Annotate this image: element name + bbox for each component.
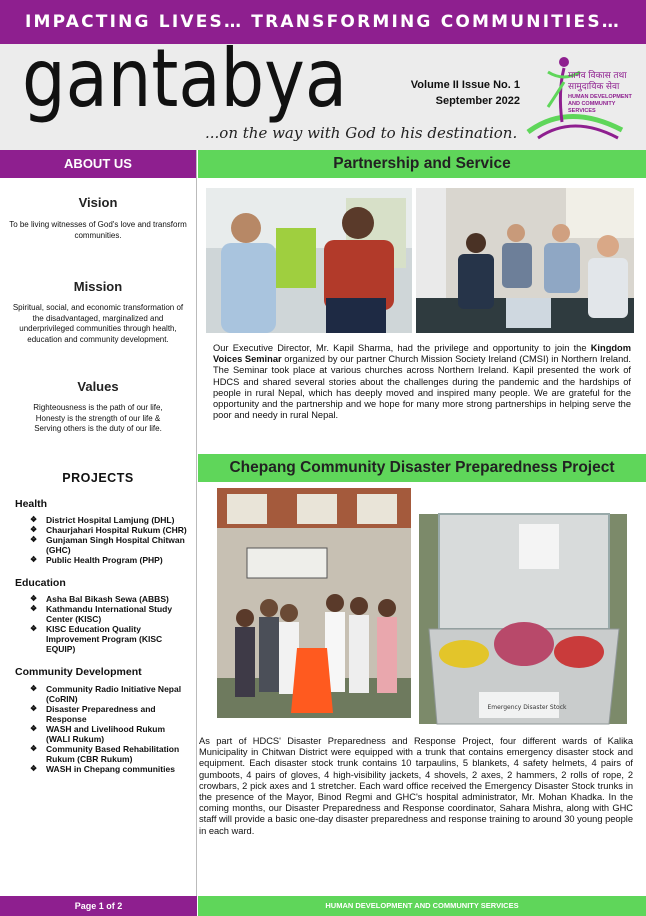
vision-text: To be living witnesses of God's love and transform communities. (9, 220, 187, 240)
svg-text:Emergency Disaster Stock: Emergency Disaster Stock (487, 704, 567, 711)
list-item: ❖ Kathmandu International Study Center (KISC) (30, 604, 190, 624)
photo-disaster-trunk (419, 514, 627, 724)
list-item: ❖ Chaurjahari Hospital Rukum (CHR) (30, 525, 190, 535)
education-list (0, 594, 196, 654)
list-item: ❖ District Hospital Lamjung (DHL) (30, 515, 190, 525)
svg-text:gantabya: gantabya (22, 32, 347, 125)
photo-seminar-group (416, 188, 634, 333)
about-sidebar (0, 150, 197, 896)
community-list (0, 684, 196, 774)
org-name: HUMAN DEVELOPMENT AND COMMUNITY SERVICES (568, 94, 632, 114)
list-item: ❖ WASH in Chepang communities (30, 764, 190, 774)
gantabya-logo (22, 32, 352, 125)
values-line-3: Serving others is the duty of our life. (34, 424, 162, 433)
footer-org: HUMAN DEVELOPMENT AND COMMUNITY SERVICES (198, 896, 646, 916)
list-item: ❖ Community Radio Initiative Nepal (CoRIN) (30, 684, 190, 704)
values-line-1: Righteousness is the path of our life, (33, 403, 163, 412)
list-item: ❖ Public Health Program (PHP) (30, 555, 190, 565)
chepang-article: As part of HDCS' Disaster Preparedness and Response Project, four different wards of Kalika Municipality in Chitwan District were equipped with a trunk that contains emergency disaster stock and equipment. Each disaster stock trunk contains 10 tarpaulins, 5 blankets, 4 safety helmets, 4 pairs of gumboots, 4 pairs of gloves, 4 high-visibility jackets, 4 shovels, 2 axes, 2 hammers, 2 rolls of rope, 2 crowbars, 2 pick axes and 1 stretcher. Each ward office received the Emergency Disaster Stock trunks in the presence of the Mayor, Binod Regmi and GHC's hospital administrator, Mr. Mohan Khadka. In the coming months, our Disaster Preparedness and Response coordinator, Sahara Mishra, along with GHC staff will provide a basic one-day disaster preparedness and response training to around 30 young people in each ward. (199, 736, 633, 836)
photo-kapil-seminar (206, 188, 412, 333)
values-text (0, 403, 196, 435)
masthead (0, 32, 646, 150)
community-category: Community Development (15, 665, 142, 678)
partnership-text-2: organized by our partner Church Mission Society Ireland (CMSI) in Northern Ireland. The Seminar took place at various churches across Northern Ireland. Kapil presented the work of HDCS and shared several stories about the challenges during the pandemic and the hardships of people in rural Nepal, which has deeply moved and inspired many people. We are grateful for the opportunity and the partnership and we hope for many more strong partnerships in helping serve the poor and needy in rural Nepal. (213, 354, 631, 421)
health-list (0, 515, 196, 565)
list-item: ❖ Community Based Rehabilitation Rukum (CBR Rukum) (30, 744, 190, 764)
org-name-native: मानव विकास तथा सामुदायिक सेवा (568, 70, 627, 91)
list-item: ❖ Disaster Preparedness and Response (30, 704, 190, 724)
list-item: ❖ Gunjaman Singh Hospital Chitwan (GHC) (30, 535, 190, 555)
health-category: Health (15, 497, 48, 510)
vision-title: Vision (78, 195, 118, 210)
education-category: Education (15, 576, 66, 589)
list-item: ❖ WASH and Livelihood Rukum (WALI Rukum) (30, 724, 190, 744)
values-title: Values (77, 379, 119, 394)
issue-info (380, 77, 520, 109)
mission-title: Mission (73, 279, 123, 294)
values-line-2: Honesty is the strength of our life & (35, 413, 161, 423)
about-us-heading: ABOUT US (0, 150, 196, 178)
projects-title: PROJECTS (62, 470, 134, 485)
chepang-heading: Chepang Community Disaster Preparedness Project (198, 454, 646, 482)
list-item: ❖ KISC Education Quality Improvement Program (KISC EQUIP) (30, 624, 190, 654)
tagline: ...on the way with God to his destination. (205, 124, 518, 142)
page-number: Page 1 of 2 (0, 896, 197, 916)
volume-label: Volume II Issue No. 1 (410, 79, 520, 91)
top-banner: IMPACTING LIVES… TRANSFORMING COMMUNITIES… (0, 0, 646, 44)
issue-date: September 2022 (435, 95, 520, 107)
partnership-heading: Partnership and Service (198, 150, 646, 178)
photo-handover-group (217, 488, 411, 718)
partnership-article (213, 343, 631, 421)
partnership-text-1: Our Executive Director, Mr. Kapil Sharma, had the privilege and opportunity to join the (213, 343, 591, 353)
seminar-name: Kingdom Voices Seminar (213, 343, 631, 365)
mission-text: Spiritual, social, and economic transformation of the disadvantaged, marginalized and underprivileged communities through health, education and community development. (12, 303, 184, 344)
list-item: ❖ Asha Bal Bikash Sewa (ABBS) (30, 594, 190, 604)
